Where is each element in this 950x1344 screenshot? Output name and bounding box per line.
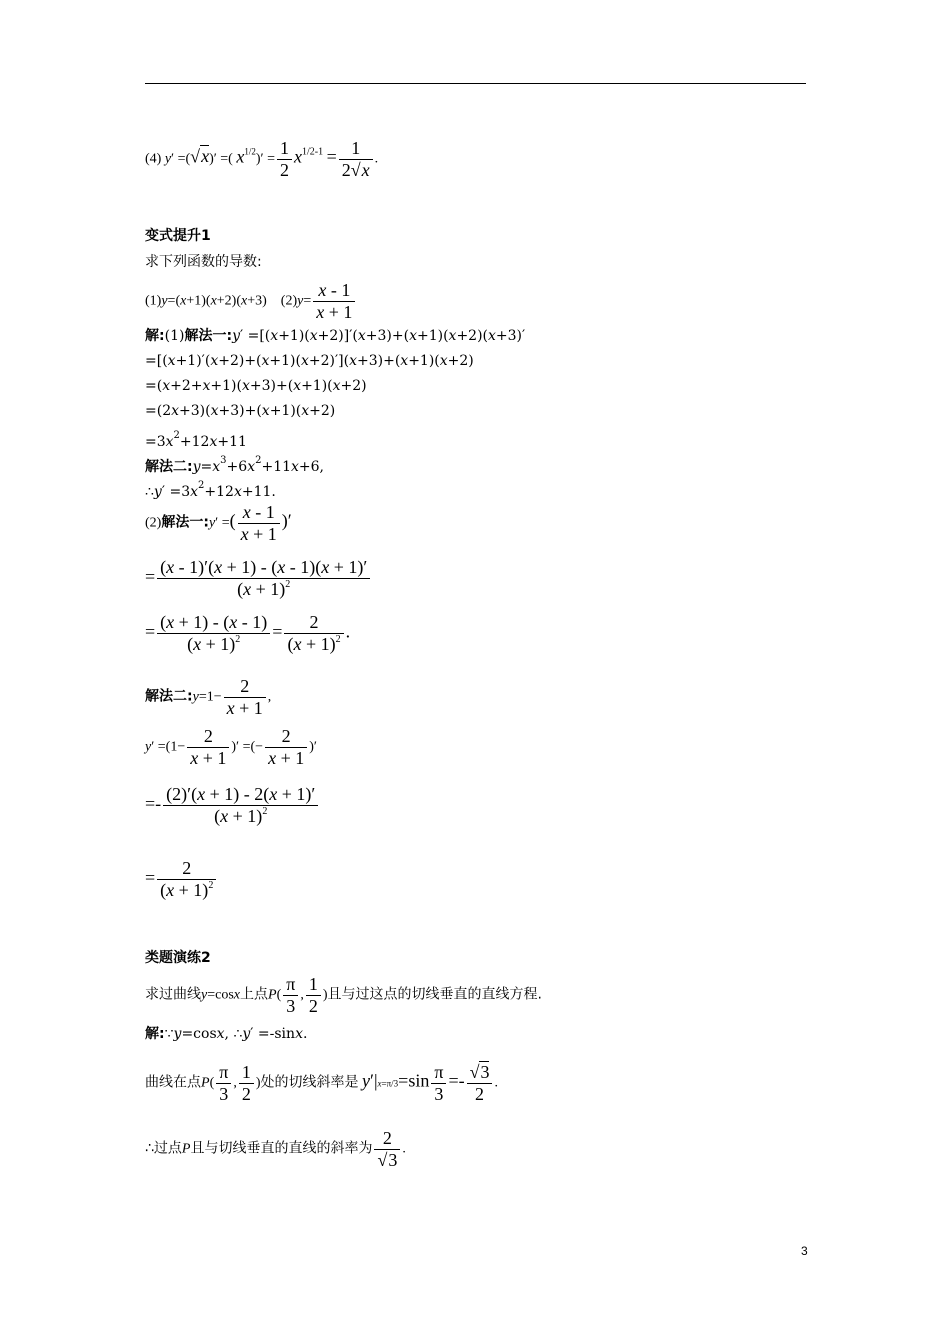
fraction: $\frac{2}{x + 1}$: [187, 726, 229, 768]
quotient-rule-step: = $\frac{(x - 1)'(x + 1) - (x - 1)(x + 1)'}{(x + 1)^2}$: [145, 557, 372, 599]
fraction: $\frac{2}{(x + 1)^2}$: [157, 858, 216, 900]
practice-prompt: 求过曲线y=cosx上点P( $\frac{\pi}{3}$ , $\frac{1}{2}$ )且与过这点的切线垂直的直线方程.: [145, 974, 542, 1016]
section-title-variant: 变式提升1: [145, 228, 211, 244]
fraction: $\frac{2}{√3}$: [374, 1128, 400, 1170]
fraction: $\frac{\pi}{3}$: [431, 1062, 446, 1104]
fraction: $\frac{1}{2√x}$: [339, 138, 373, 180]
solution-part2-start: (2)解法一:y′ =( $\frac{x - 1}{x + 1}$ )′: [145, 502, 292, 544]
method2-part2: 解法二:y=1− $\frac{2}{x + 1}$ ,: [145, 676, 272, 718]
solution-line-6: 解法二$:y=x^3+6x^2+11x+6$,: [145, 455, 325, 475]
fraction: $\frac{2}{x + 1}$: [265, 726, 307, 768]
solution-line-4: =(2x+3)(x+3)+(x+1)(x+2): [145, 403, 336, 419]
method2-derivative: y′ =(1− $\frac{2}{x + 1}$ )′ =(− $\frac{2}{x + 1}$ )′: [145, 726, 317, 768]
section-prompt: 求下列函数的导数:: [145, 254, 262, 270]
solution-line-2: =[(x+1)′(x+2)+(x+1)(x+2)′](x+3)+(x+1)(x+2): [145, 353, 474, 369]
section-title-practice: 类题演练2: [145, 950, 211, 966]
fraction: $\frac{(x - 1)'(x + 1) - (x - 1)(x + 1)'}{(x + 1)^2}$: [157, 557, 370, 599]
fraction: $\frac{(x + 1) - (x - 1)}{(x + 1)^2}$: [157, 612, 270, 654]
fraction: $\frac{x - 1}{x + 1}$: [238, 502, 280, 544]
fraction: $\frac{2}{x + 1}$: [224, 676, 266, 718]
method2-step: =- $\frac{(2)'(x + 1) - 2(x + 1)'}{(x + 1)^2}$: [145, 784, 320, 826]
equation-part4: (4) y′ =(√x)′ =( $x^{1/2})'$ = $\frac{1}{2}$ $x^{1/2-1}$ = $\frac{1}{2√x}$ .: [145, 138, 379, 180]
fraction: $\frac{(2)'(x + 1) - 2(x + 1)'}{(x + 1)^2}$: [163, 784, 318, 826]
fraction: $\frac{x - 1}{x + 1}$: [313, 280, 355, 322]
fraction: $\frac{2}{(x + 1)^2}$: [284, 612, 343, 654]
practice-slope: 曲线在点P( $\frac{\pi}{3}$ , $\frac{1}{2}$ )处的切线斜率是 y′|x=π/3=sin $\frac{\pi}{3}$ =- $\frac{√3}{2}$ .: [145, 1062, 498, 1104]
fraction: $\frac{1}{2}$: [277, 138, 292, 180]
page-number: 3: [801, 1244, 808, 1258]
solution-line-3: =(x+2+x+1)(x+3)+(x+1)(x+2): [145, 378, 367, 394]
solution-line-1: 解:(1)解法一:y′ =[(x+1)(x+2)]′(x+3)+(x+1)(x+2)(x+3)′: [145, 328, 526, 344]
fraction: $\frac{\pi}{3}$: [216, 1062, 231, 1104]
quotient-rule-result: = $\frac{(x + 1) - (x - 1)}{(x + 1)^2}$ = $\frac{2}{(x + 1)^2}$ .: [145, 612, 351, 654]
solution-line-7: ∴y′ $=3x^2+12x+11$.: [145, 480, 276, 500]
problem-statements: (1)y=(x+1)(x+2)(x+3) (2)y= $\frac{x - 1}{x + 1}$: [145, 280, 357, 322]
method2-result: = $\frac{2}{(x + 1)^2}$: [145, 858, 218, 900]
solution-line-5: $=3x^2+12x+11$: [145, 430, 247, 450]
fraction: $\frac{√3}{2}$: [467, 1062, 493, 1104]
fraction: $\frac{\pi}{3}$: [283, 974, 298, 1016]
practice-solution-line-1: 解:∵y=cosx, ∴y′ =-sinx.: [145, 1026, 308, 1042]
header-rule: [145, 83, 806, 84]
practice-conclusion: ∴过点P且与切线垂直的直线的斜率为 $\frac{2}{√3}$ .: [145, 1128, 406, 1170]
fraction: $\frac{1}{2}$: [306, 974, 321, 1016]
fraction: $\frac{1}{2}$: [239, 1062, 254, 1104]
